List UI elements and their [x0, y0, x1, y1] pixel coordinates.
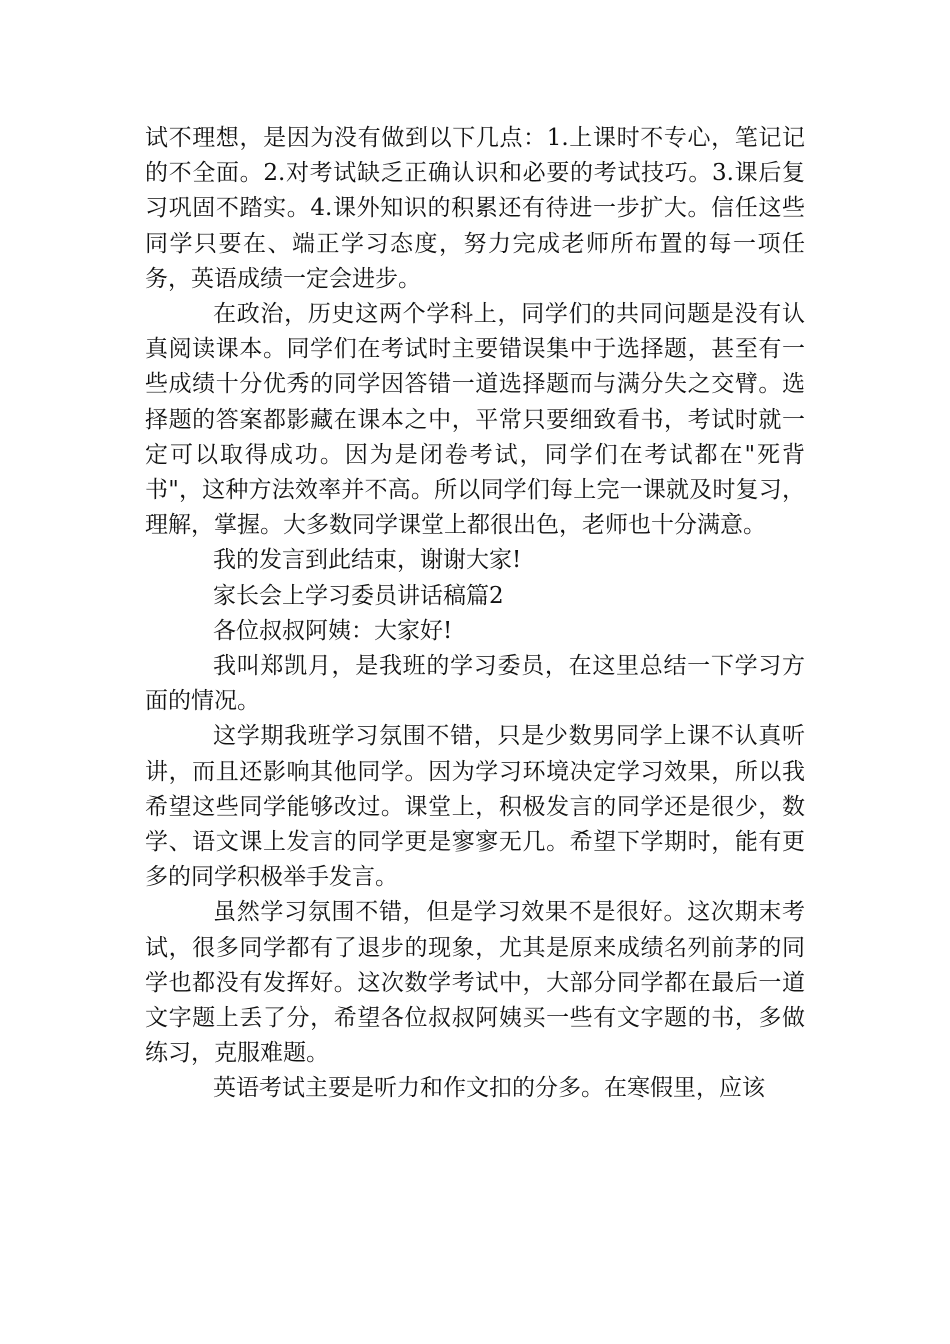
paragraph-9: 英语考试主要是听力和作文扣的分多。在寒假里，应该 — [213, 1075, 765, 1102]
paragraph-6: 我叫郑凯月，是我班的学习委员，在这里总结一下学习方面的情况。 — [145, 653, 805, 715]
paragraph-7: 这学期我班学习氛围不错，只是少数男同学上课不认真听讲，而且还影响其他同学。因为学习环境决定学习效果，所以我希望这些同学能够改过。课堂上，积极发言的同学还是很少，数学、语文课上发言的同学更是寥寥无几。希望下学期时，能有更多的同学积极举手发言。 — [145, 723, 805, 891]
salutation: 各位叔叔阿姨：大家好! — [213, 617, 453, 644]
paragraph-2: 在政治，历史这两个学科上，同学们的共同问题是没有认真阅读课本。同学们在考试时主要错误集中于选择题，甚至有一些成绩十分优秀的同学因答错一道选择题而与满分失之交臂。选择题的答案都影藏在课本之中，平常只要细致看书，考试时就一定可以取得成功。因为是闭卷考试，同学们在考试都在"死背书"，这种方法效率并不高。所以同学们每上完一课就及时复习，理解，掌握。大多数同学课堂上都很出色，老师也十分满意。 — [145, 301, 805, 539]
paragraph-1: 试不理想，是因为没有做到以下几点：1.上课时不专心，笔记记的不全面。2.对考试缺乏正确认识和必要的考试技巧。3.课后复习巩固不踏实。4.课外知识的积累还有待进一步扩大。信任这些同学只要在、端正学习态度，努力完成老师所布置的每一项任务，英语成绩一定会进步。 — [145, 125, 805, 292]
paragraph-8: 虽然学习氛围不错，但是学习效果不是很好。这次期末考试，很多同学都有了退步的现象，尤其是原来成绩名列前茅的同学也都没有发挥好。这次数学考试中，大部分同学都在最后一道文字题上丢了分，希望各位叔叔阿姨买一些有文字题的书，多做练习，克服难题。 — [145, 899, 805, 1067]
document-body — [145, 121, 805, 1107]
paragraph-3: 我的发言到此结束，谢谢大家! — [213, 547, 522, 574]
section-heading: 家长会上学习委员讲话稿篇2 — [213, 582, 504, 609]
